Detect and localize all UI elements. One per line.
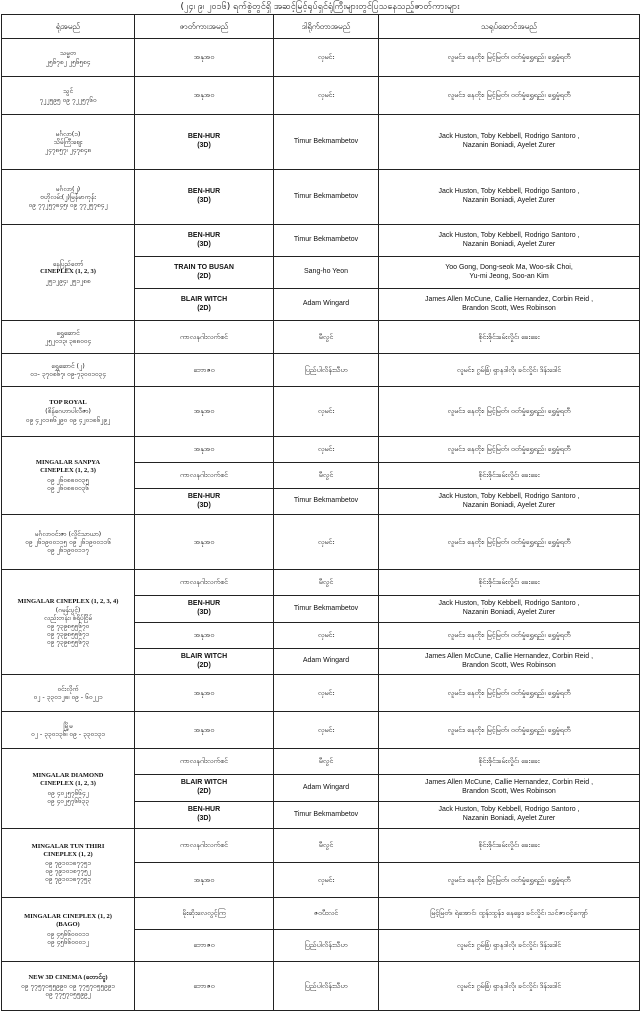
table-row: [2, 77, 640, 115]
cast-cell: [379, 596, 640, 623]
director-name: Timur Bekmambetov: [293, 497, 359, 505]
table-row: [2, 437, 640, 463]
cinema-cell: [2, 321, 135, 354]
cast-cell: [379, 675, 640, 712]
film-title: ကာလနဂါးလက်စင်: [179, 841, 229, 850]
film-title-cell: [135, 596, 274, 623]
cinema-name-line: ၀၉ ၇၇၂၅၇၈၄၅၊ ၀၉ ၇၇၂၅၇၈၄၂: [28, 201, 108, 210]
film-title: BEN-HUR: [187, 231, 221, 239]
director-name: လှမင်း: [317, 445, 335, 454]
cinema-name-line: ၀၁- ၃၇၀၈၆၇၊ ၀၉-၇၃၀၀၁၀၃၄: [30, 370, 106, 378]
cast-cell: [379, 930, 640, 962]
cinema-name-line: (စိန်ဂေဟာပါလီဇာ): [45, 407, 91, 416]
cinema-cell: [2, 962, 135, 1011]
film-title: TRAIN TO BUSAN: [174, 263, 234, 271]
film-title: BEN-HUR: [187, 133, 221, 141]
cast-cell: [379, 775, 640, 802]
film-title: မိုးဆိုးလေလွင့်ကြ: [182, 909, 226, 918]
cast-line: စိုင်းစိုင်းခမ်းလှိုင်၊ ခေးခေး: [478, 471, 540, 480]
film-title-cell: [135, 829, 274, 863]
film-title: ဘောဇဝ: [193, 941, 215, 950]
director-cell: [274, 930, 379, 962]
cinema-name-line: MINGALAR CINEPLEX (1, 2): [24, 913, 112, 921]
film-format: (3D): [197, 501, 211, 509]
film-title-cell: [135, 489, 274, 515]
cinema-cell: [2, 437, 135, 515]
film-title-cell: [135, 225, 274, 257]
film-title-cell: [135, 515, 274, 570]
column-header-cinema: ရုံအမည်: [2, 15, 135, 39]
cast-line: Nazanin Boniadi, Ayelet Zurer: [462, 240, 556, 248]
film-title: အနုအဝ: [193, 91, 215, 100]
page-title: (၂၄၊ ၉၊ ၂၀၁၆) ရက်စွဲတွင်ရှိ အဆင့်မြင့်ရုပ်ရှင်ရုံကြီးများတွင်ပြသနေသည့်ဇာတ်ကားများ: [180, 2, 460, 12]
cast-line: James Allen McCune, Callie Hernandez, Corbin Reid ,: [424, 652, 594, 660]
director-cell: [274, 39, 379, 77]
cast-line: James Allen McCune, Callie Hernandez, Corbin Reid ,: [424, 779, 594, 787]
cast-cell: [379, 515, 640, 570]
director-cell: [274, 289, 379, 321]
film-title: ကာလနဂါးလက်စင်: [179, 757, 229, 766]
director-cell: [274, 463, 379, 489]
director-name: လှမင်း: [317, 875, 335, 884]
table-row: [2, 354, 640, 387]
cast-line: Nazanin Boniadi, Ayelet Zurer: [462, 609, 556, 616]
cinema-cell: [2, 354, 135, 387]
film-title: အနုအဝ: [193, 688, 215, 697]
schedule-table: [1, 14, 640, 1011]
director-name: Timur Bekmambetov: [293, 192, 359, 200]
cast-line: စိုင်းစိုင်းခမ်းလှိုင်၊ ခေးခေး: [478, 757, 540, 766]
cast-line: Jack Huston, Toby Kebbell, Rodrigo Santoro ,: [438, 188, 580, 196]
cast-cell: [379, 225, 640, 257]
cinema-cell: [2, 225, 135, 321]
cinema-cell: [2, 515, 135, 570]
cast-cell: [379, 115, 640, 170]
cinema-name-line: ၇၂၂၅၉၅ ၀၉ ၇၂၂၅၇၆၀: [39, 95, 97, 104]
director-name: လှမင်း: [317, 407, 335, 416]
cast-cell: [379, 387, 640, 437]
film-title: ကာလနဂါးလက်စင်: [179, 471, 229, 480]
film-title-cell: [135, 39, 274, 77]
cinema-cell: [2, 39, 135, 77]
column-header-film: ဇာတ်ကားအမည်: [135, 15, 274, 39]
film-title-cell: [135, 321, 274, 354]
film-title: BLAIR WITCH: [180, 652, 228, 660]
director-cell: [274, 829, 379, 863]
cast-line: လူမင်း၊ နေတိုး၊ မြင့်မြတ်၊ ဝတ်မှုံရွှေရည်၊ ရွှေမှုံရတီ: [447, 875, 571, 884]
director-name: မီလွင်: [318, 332, 334, 341]
cinema-name-line: ၀၉ ၇၃၉၈၅၅၆၇၀: [46, 622, 90, 630]
cast-cell: [379, 802, 640, 829]
table-row: [2, 829, 640, 863]
cinema-name-line: ၀၉ ၄၅၆၆၀၀၀၁၂: [47, 937, 89, 946]
director-cell: [274, 775, 379, 802]
cast-cell: [379, 962, 640, 1011]
table-row: [2, 39, 640, 77]
film-title-cell: [135, 115, 274, 170]
cast-line: လူမင်း၊ နေတိုး၊ မြင့်မြတ်၊ ဝတ်မှုံရွှေရည်၊ ရွှေမှုံရတီ: [447, 91, 571, 100]
director-cell: [274, 321, 379, 354]
cast-cell: [379, 489, 640, 515]
film-title: BEN-HUR: [187, 492, 221, 500]
film-title-cell: [135, 170, 274, 225]
cinema-name-line: ၀၉ ၇၇၅၇၀၅၅၉၉၀ ၀၉ ၇၇၅၇၀၅၅၉၉၁: [21, 981, 115, 990]
film-title: အနုအဝ: [193, 407, 215, 416]
cast-line: လူမင်း၊ နေတိုး၊ မြင့်မြတ်၊ ဝတ်မှုံရွှေရည်၊ ရွှေမှုံရတီ: [447, 725, 571, 734]
film-title: BEN-HUR: [187, 600, 221, 608]
film-title-cell: [135, 962, 274, 1011]
header-row: [2, 15, 640, 39]
film-title: BEN-HUR: [187, 188, 221, 196]
cast-line: မြင့်မြတ်၊ ရဲအောင်၊ ထွန်းထွန်း၊ နေခွေး၊ ခင်လှိုင်၊ သင်ဇာဝင့်ကျော်: [430, 909, 588, 918]
cinema-name-line: ၀၂ - ၃၃၀၁၃၆၊ ၀၉ - ၃၃၀၁၃၁: [30, 730, 106, 738]
cinema-cell: [2, 712, 135, 749]
cinema-cell: [2, 829, 135, 898]
cinema-name-line: ၂၅၆၇၈၂ ၂၅၆၅၈၄: [45, 57, 91, 66]
film-format: (2D): [197, 661, 211, 669]
director-cell: [274, 354, 379, 387]
cinema-name-line: CINEPLEX (1, 2, 3): [40, 268, 96, 276]
cinema-name-line: ၀၉ ၄၂၀၁၈၆၂၉၀ ၀၉ ၄၂၀၁၈၆၂၉၂: [25, 415, 111, 424]
cast-line: Nazanin Boniadi, Ayelet Zurer: [462, 501, 556, 509]
cast-line: လူမင်း၊ ဂွမ်ခြံ၊ ရှာနဒါလို၊ ခင်လှိုင်၊ ဒိန်းဒေါင်: [456, 365, 562, 374]
table-row: [2, 115, 640, 170]
film-title-cell: [135, 675, 274, 712]
cast-cell: [379, 863, 640, 898]
cinema-name-line: MINGALAR CINEPLEX (1, 2, 3, 4): [17, 597, 119, 605]
director-name: Timur Bekmambetov: [293, 236, 359, 244]
director-name: Sang-ho Yeon: [304, 268, 348, 276]
cinema-name-line: CINEPLEX (1, 2): [43, 850, 93, 858]
film-format: (3D): [197, 142, 211, 149]
cinema-name-line: CINEPLEX (1, 2, 3): [40, 467, 96, 475]
director-cell: [274, 962, 379, 1011]
table-row: [2, 962, 640, 1011]
cast-line: Jack Huston, Toby Kebbell, Rodrigo Santoro ,: [438, 806, 580, 814]
cinema-name-line: ၀၉ ၂၆၀၈၈၀၀၃၅: [47, 475, 89, 484]
cinema-name-line: သွင်: [63, 87, 73, 96]
director-cell: [274, 863, 379, 898]
cast-cell: [379, 898, 640, 930]
cast-line: လူမင်း၊ နေတိုး၊ မြင့်မြတ်၊ ဝတ်မှုံရွှေရည်၊ ရွှေမှုံရတီ: [447, 688, 571, 697]
film-format: (3D): [197, 609, 211, 616]
film-title: အနုအဝ: [193, 537, 215, 546]
cast-cell: [379, 712, 640, 749]
cast-line: Jack Huston, Toby Kebbell, Rodrigo Santoro ,: [438, 600, 580, 608]
film-title: အနုအဝ: [193, 53, 215, 62]
cinema-name-line: ၀၉ ၇၇၅၇၀၅၅၉၉၂: [45, 990, 91, 999]
table-row: [2, 570, 640, 596]
director-name: လှမင်း: [317, 631, 335, 640]
director-name: လှမင်း: [317, 53, 335, 62]
director-cell: [274, 515, 379, 570]
director-cell: [274, 570, 379, 596]
cast-cell: [379, 321, 640, 354]
film-title-cell: [135, 437, 274, 463]
cinema-name-line: မင်္ဂလာ(၂): [55, 184, 81, 193]
table-row: [2, 321, 640, 354]
cinema-name-line: သိမ်ကြီးဈေး: [53, 137, 83, 146]
cast-line: လူမင်း၊ နေတိုး၊ မြင့်မြတ်၊ ဝတ်မှုံရွှေရည်၊ ရွှေမှုံရတီ: [447, 445, 571, 454]
film-format: (3D): [197, 815, 211, 822]
cinema-name-line: ရွှေဆောင် (၂): [51, 361, 85, 370]
director-name: Timur Bekmambetov: [293, 604, 359, 612]
cinema-name-line: ၀၉ ၇၉၁၀၁၈၇၇၅၁: [45, 858, 91, 867]
cinema-cell: [2, 387, 135, 437]
cinema-name-line: MINGALAR TUN THIRI: [31, 842, 105, 850]
cinema-cell: [2, 675, 135, 712]
film-format: (2D): [197, 304, 211, 312]
film-title: BLAIR WITCH: [180, 779, 228, 787]
cinema-name-line: MINGALAR DIAMOND: [32, 772, 104, 780]
film-title: BLAIR WITCH: [180, 295, 228, 303]
film-title-cell: [135, 77, 274, 115]
director-name: လှမင်း: [317, 725, 335, 734]
film-format: (3D): [197, 197, 211, 204]
director-name: လှမင်း: [317, 91, 335, 100]
director-name: လှမင်း: [317, 537, 335, 546]
cinema-name-line: ၀၉ ၂၆၁၉၀၀၁၁၅ ၀၉ ၂၆၁၉၀၀၁၁၆: [25, 537, 111, 546]
director-name: ဇဝပီးလင်: [313, 909, 339, 918]
cinema-name-line: (ဂမုန်းပွင့်): [55, 605, 81, 614]
film-title: ကာလနဂါးလက်စင်: [179, 332, 229, 341]
director-name: ပြည်ပါလိန်းသီဟ: [304, 365, 348, 374]
table-row: [2, 225, 640, 257]
director-cell: [274, 898, 379, 930]
film-title-cell: [135, 749, 274, 775]
cast-cell: [379, 829, 640, 863]
cast-cell: [379, 77, 640, 115]
cast-cell: [379, 170, 640, 225]
column-header-cast: သရုပ်ဆောင်အမည်: [379, 15, 640, 39]
cast-cell: [379, 623, 640, 649]
cinema-name-line: မြို့မ: [63, 721, 73, 730]
cinema-name-line: သမ္မတ: [59, 49, 77, 58]
cast-line: လူမင်း၊ ဂွမ်ခြံ၊ ရှာနဒါလို၊ ခင်လှိုင်၊ ဒိန်းဒေါင်: [456, 941, 562, 950]
film-format: (3D): [197, 240, 211, 248]
cinema-name-line: မင်္ဂလာ(၁): [55, 129, 81, 138]
film-title-cell: [135, 802, 274, 829]
film-format: (2D): [197, 788, 211, 795]
cinema-name-line: ဝင်းလိုက်: [57, 684, 79, 693]
cinema-name-line: ၀၉ ၄၀၂၅၇၆၆၃၃: [47, 796, 89, 805]
cinema-name-line: ၀၉ ၇၉၁၀၁၈၇၇၅၃: [45, 875, 91, 884]
table-row: [2, 749, 640, 775]
director-cell: [274, 623, 379, 649]
director-name: မီလွင်: [318, 471, 334, 480]
column-header-director: ဒါရိုက်တာအမည်: [274, 15, 379, 39]
cinema-name-line: ၀၉ ၄၅၆၆၀၀၀၁၁: [46, 929, 90, 938]
cast-line: Brandon Scott, Wes Robinson: [462, 304, 556, 312]
film-title: အနုအဝ: [193, 631, 215, 640]
cinema-name-line: ၂၅၂၀၁၃၊ ၃၈၈၀၀၄: [44, 337, 92, 345]
director-cell: [274, 675, 379, 712]
cinema-name-line: ၀၉ ၄၀၂၅၇၆၆၄၂: [47, 788, 89, 797]
cast-line: စိုင်းစိုင်းခမ်းလှိုင်၊ ခေးခေး: [478, 332, 540, 341]
cinema-name-line: MINGALAR SANPYA: [35, 459, 101, 467]
table-row: [2, 387, 640, 437]
director-name: Adam Wingard: [302, 657, 350, 665]
director-cell: [274, 749, 379, 775]
cast-line: Jack Huston, Toby Kebbell, Rodrigo Santoro ,: [438, 231, 580, 239]
director-name: Adam Wingard: [302, 300, 350, 308]
cast-line: Nazanin Boniadi, Ayelet Zurer: [462, 197, 556, 204]
cinema-name-line: ရွှေဆောင်: [56, 328, 80, 337]
cinema-cell: [2, 749, 135, 829]
cast-line: လူမင်း၊ နေတိုး၊ မြင့်မြတ်၊ ဝတ်မှုံရွှေရည်၊ ရွှေမှုံရတီ: [447, 537, 571, 546]
cast-cell: [379, 39, 640, 77]
film-title-cell: [135, 623, 274, 649]
film-title: ဘောဇဝ: [193, 981, 215, 990]
director-cell: [274, 489, 379, 515]
film-title: အနုအဝ: [193, 875, 215, 884]
cinema-cell: [2, 115, 135, 170]
cinema-name-line: (BAGO): [56, 921, 80, 929]
director-cell: [274, 387, 379, 437]
director-cell: [274, 225, 379, 257]
cinema-name-line: CINEPLEX (1, 2, 3): [40, 780, 96, 788]
film-title-cell: [135, 898, 274, 930]
cinema-name-line: ၀၉ ၇၃၉၈၅၅၆၇၃: [46, 638, 90, 647]
cast-cell: [379, 289, 640, 321]
film-title: အနုအဝ: [193, 725, 215, 734]
cast-line: စိုင်းစိုင်းခမ်းလှိုင်၊ ခေးခေး: [478, 578, 540, 587]
cinema-cell: [2, 570, 135, 675]
cinema-name-line: ၀၂ - ၃၃၀၁၂၈၊ ၀၉ - ၆၀၂၂၁: [33, 693, 103, 701]
director-name: မီလွင်: [318, 841, 334, 850]
cast-line: လူမင်း၊ နေတိုး၊ မြင့်မြတ်၊ ဝတ်မှုံရွှေရည်၊ ရွှေမှုံရတီ: [447, 631, 571, 640]
cast-cell: [379, 437, 640, 463]
cinema-name-line: ၀၉ ၂၆၁၉၀၀၁၁၇: [47, 546, 89, 555]
cast-line: Nazanin Boniadi, Ayelet Zurer: [462, 142, 556, 149]
cast-cell: [379, 570, 640, 596]
director-name: မီလွင်: [318, 757, 334, 766]
cast-line: Brandon Scott, Wes Robinson: [462, 788, 556, 795]
film-title-cell: [135, 257, 274, 289]
table-row: [2, 675, 640, 712]
cinema-cell: [2, 77, 135, 115]
cast-cell: [379, 354, 640, 387]
film-title: ကာလနဂါးလက်စင်: [179, 578, 229, 587]
director-cell: [274, 712, 379, 749]
director-name: ပြည်ပါလိန်းသီဟ: [304, 981, 348, 990]
cast-cell: [379, 749, 640, 775]
director-name: လှမင်း: [317, 688, 335, 697]
film-title: ဘောဇဝ: [193, 365, 215, 374]
schedule-body: [2, 39, 640, 1011]
cinema-name-line: ၂၅၁၂၉၄၊ ၂၅၁၂၈၈: [45, 276, 91, 285]
cinema-name-line: ၂၄၇၈၅၇၊ ၂၄၇၈၄၈: [44, 146, 92, 155]
film-title-cell: [135, 775, 274, 802]
table-row: [2, 712, 640, 749]
director-name: Adam Wingard: [302, 783, 350, 791]
cast-line: Yoo Gong, Dong-seok Ma, Woo-sik Choi,: [445, 263, 573, 271]
film-title-cell: [135, 930, 274, 962]
cast-cell: [379, 463, 640, 489]
director-name: ပြည်ပါလိန်းသီဟ: [304, 941, 348, 950]
cast-line: Brandon Scott, Wes Robinson: [462, 661, 556, 669]
film-title-cell: [135, 463, 274, 489]
film-title: အနုအဝ: [193, 445, 215, 454]
director-cell: [274, 649, 379, 675]
cast-line: James Allen McCune, Callie Hernandez, Corbin Reid ,: [424, 295, 594, 303]
cast-line: လူမင်း၊ ဂွမ်ခြံ၊ ရှာနဒါလို၊ ခင်လှိုင်၊ ဒိန်းဒေါင်: [456, 981, 562, 990]
director-cell: [274, 596, 379, 623]
cast-cell: [379, 257, 640, 289]
cinema-name-line: ၀၉ ၂၆၀၈၈၀၀၃၆: [47, 483, 89, 492]
film-title-cell: [135, 354, 274, 387]
cinema-name-line: ၀၉ ၇၃၉၈၅၅၆၇၁: [46, 630, 90, 639]
director-name: Timur Bekmambetov: [293, 137, 359, 145]
cinema-name-line: မင်္ဂလာဝင်းဇာ (လှိုင်သာယာ): [34, 529, 102, 538]
cast-line: Nazanin Boniadi, Ayelet Zurer: [462, 815, 556, 822]
director-cell: [274, 802, 379, 829]
film-title-cell: [135, 863, 274, 898]
cinema-cell: [2, 898, 135, 962]
table-row: [2, 515, 640, 570]
film-title-cell: [135, 570, 274, 596]
director-cell: [274, 257, 379, 289]
cast-line: Jack Huston, Toby Kebbell, Rodrigo Santoro ,: [438, 492, 580, 500]
cinema-cell: [2, 170, 135, 225]
cast-cell: [379, 649, 640, 675]
cinema-name-line: ၀၉ ၇၉၁၀၁၈၇၇၅၂: [45, 867, 91, 876]
director-cell: [274, 77, 379, 115]
cast-line: စိုင်းစိုင်းခမ်းလှိုင်၊ ခေးခေး: [478, 841, 540, 850]
cast-line: Yu-mi Jeong, Soo-an Kim: [469, 272, 549, 280]
cast-line: လူမင်း၊ နေတိုး၊ မြင့်မြတ်၊ ဝတ်မှုံရွှေရည်၊ ရွှေမှုံရတီ: [447, 407, 571, 416]
film-title-cell: [135, 387, 274, 437]
film-title-cell: [135, 712, 274, 749]
cinema-name-line: ဗဟိုလမ်း(၂)မြန်မာကုန်း: [40, 192, 96, 201]
cinema-name-line: နေပြည်တော်: [52, 260, 84, 269]
film-title-cell: [135, 649, 274, 675]
table-row: [2, 170, 640, 225]
film-format: (2D): [197, 272, 211, 280]
cast-line: လူမင်း၊ နေတိုး၊ မြင့်မြတ်၊ ဝတ်မှုံရွှေရည်၊ ရွှေမှုံရတီ: [447, 53, 571, 62]
cinema-name-line: လည်းတန်း၊ စံရိပ်ငြိမ်: [44, 613, 92, 622]
director-cell: [274, 170, 379, 225]
cinema-name-line: NEW 3D CINEMA (တောင်ငူ): [28, 973, 108, 981]
cinema-name-line: TOP ROYAL: [49, 399, 87, 407]
film-title-cell: [135, 289, 274, 321]
film-title: BEN-HUR: [187, 806, 221, 814]
director-cell: [274, 115, 379, 170]
table-row: [2, 898, 640, 930]
director-cell: [274, 437, 379, 463]
director-name: Timur Bekmambetov: [293, 810, 359, 818]
cast-line: Jack Huston, Toby Kebbell, Rodrigo Santoro ,: [438, 133, 580, 141]
director-name: မီလွင်: [318, 578, 334, 587]
